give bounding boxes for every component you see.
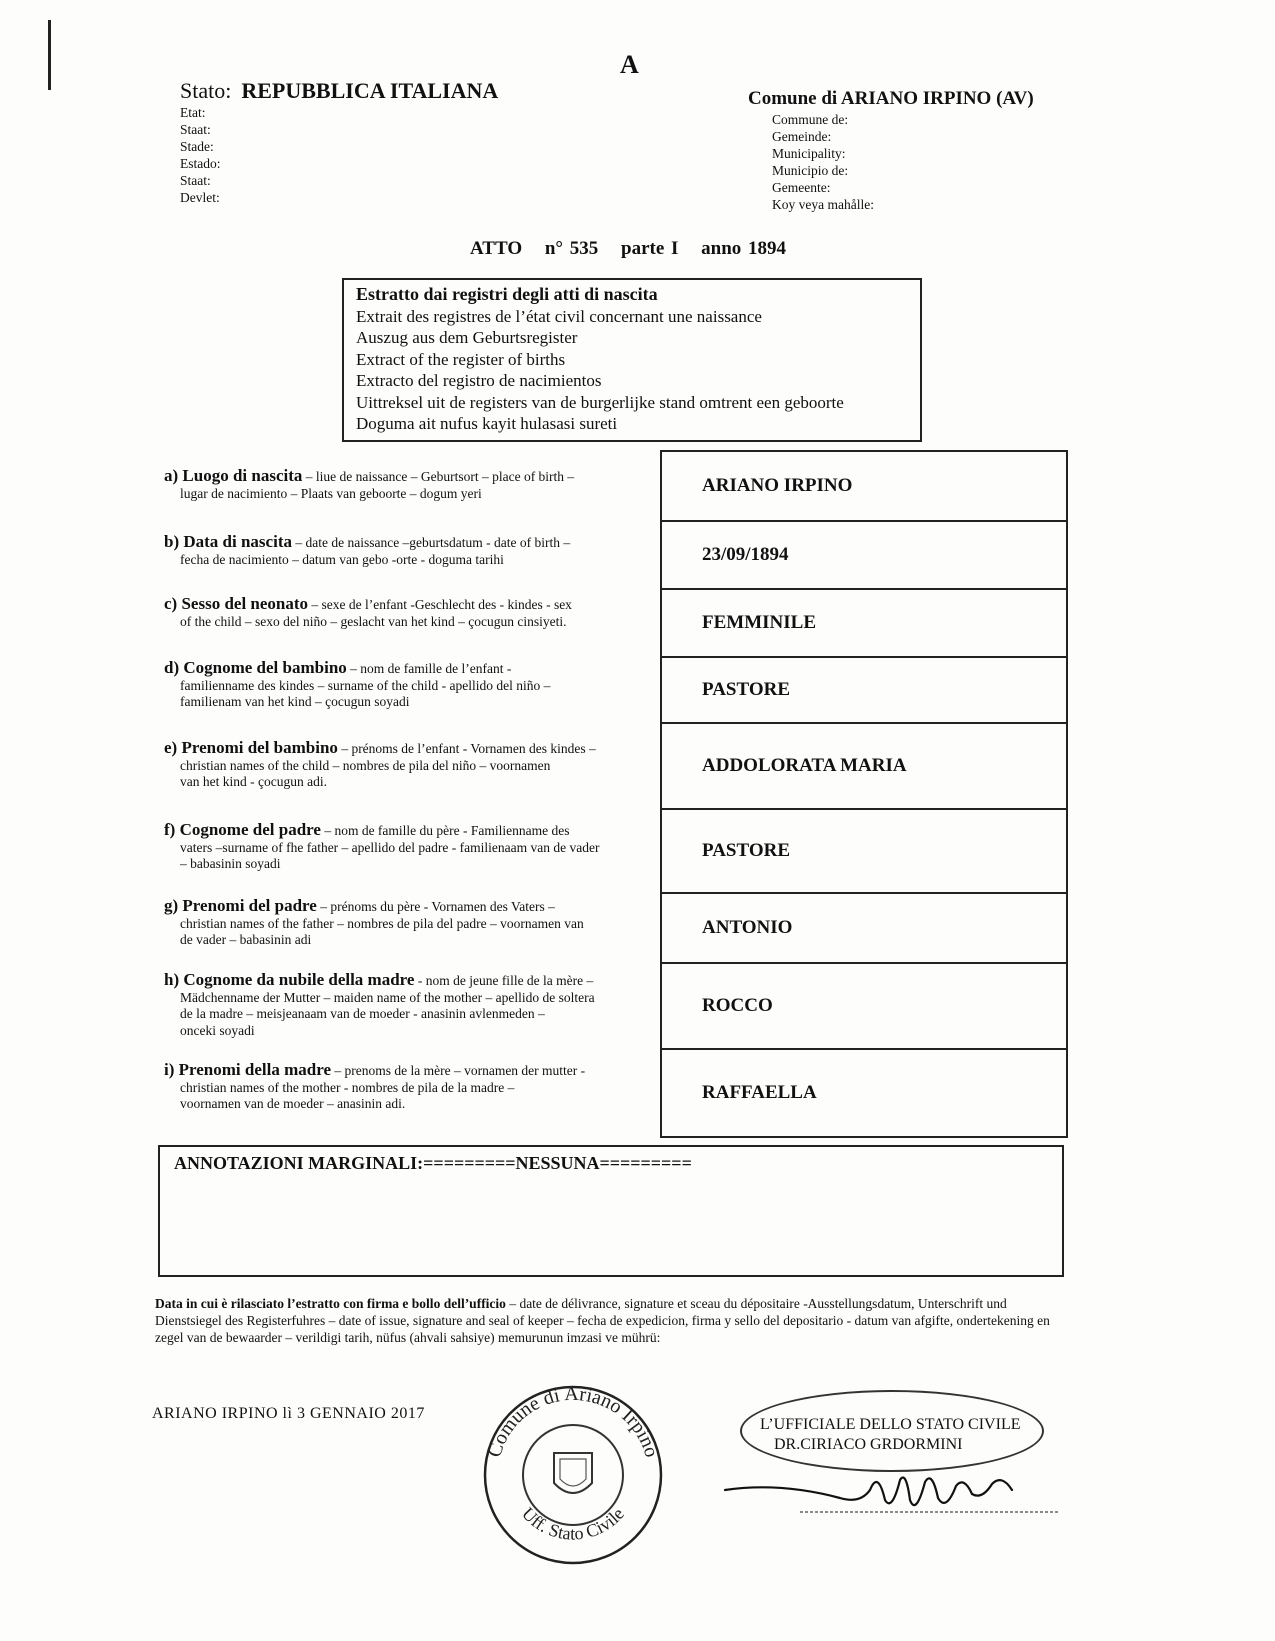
stato-value: REPUBBLICA ITALIANA xyxy=(241,78,499,103)
atto-anno: anno 1894 xyxy=(701,238,787,259)
field-label-sex: c) Sesso del neonato – sexe de l’enfant -Geschlecht des - kindes - sex of the child – sexo del niño – geslacht van het kind – çocugun cinsiyeti. xyxy=(164,594,572,629)
official-seal xyxy=(468,1375,678,1570)
seal-bottom-text: Uff. Stato Civile xyxy=(517,1503,628,1544)
stato-lang: Devlet: xyxy=(180,190,220,205)
comune-lang: Gemeente: xyxy=(772,180,831,195)
atto-label: ATTO xyxy=(470,238,523,259)
comune-lang: Commune de: xyxy=(772,112,849,127)
field-label-father-names: g) Prenomi del padre – prénoms du père - Vornamen des Vaters – christian names of the father – nombres de pila del padre – voornamen van de vader – babasinin adi xyxy=(164,896,584,947)
stato-lang: Staat: xyxy=(180,122,211,137)
field-label-child-surname: d) Cognome del bambino – nom de famille de l’enfant - familienname des kindes – surname of the child - apellido del niño – familienam van het kind – çocugun soyadi xyxy=(164,658,551,709)
seal-graphic xyxy=(468,1375,678,1565)
official-block xyxy=(760,1415,1020,1455)
stato-lang: Estado: xyxy=(180,156,221,171)
extract-title: Extrait des registres de l’état civil concernant une naissance xyxy=(356,306,762,326)
stato-lang: Etat: xyxy=(180,105,206,120)
official-title: L’UFFICIALE DELLO STATO CIVILE xyxy=(760,1416,1021,1433)
extract-title: Uittreksel uit de registers van de burgerlijke stand omtrent een geboorte xyxy=(356,392,844,412)
stato-lang: Staat: xyxy=(180,173,211,188)
atto-parte: parte I xyxy=(621,238,679,259)
margin-line xyxy=(48,20,51,90)
value-father-names: ANTONIO xyxy=(662,894,1066,964)
comune-title: Comune di ARIANO IRPINO (AV) xyxy=(748,88,1034,109)
value-child-names: ADDOLORATA MARIA xyxy=(662,724,1066,810)
extract-title: Doguma ait nufus kayit hulasasi sureti xyxy=(356,414,618,433)
stato-line xyxy=(180,78,498,104)
delivery-rest: – date de délivrance, signature et sceau du dépositaire -Ausstellungsdatum, Unterschrift und Dienstsiegel des Registerfuhres – date of issue, signature and seal of keeper – fecha de expedicion, firma y sello del depositario - datum van afgifte, ondertekening en zegel van de bewaarder – verildigi tarih, nüfus (ahvali sahsiye) memurunun imzasi ve mührü: xyxy=(155,1296,1050,1345)
extract-title: Extracto del registro de nacimientos xyxy=(356,371,602,390)
field-label-mother-names: i) Prenomi della madre – prenoms de la mère – vornamen der mutter - christian names of the mother - nombres de pila de la madre – voornamen van de moeder – anasinin adi. xyxy=(164,1060,586,1111)
field-label-father-surname: f) Cognome del padre – nom de famille du père - Familienname des vaters –surname of fhe father – apellido del padre - familienaam van de vader – babasinin soyadi xyxy=(164,820,600,871)
place-date: ARIANO IRPINO lì 3 GENNAIO 2017 xyxy=(152,1405,425,1422)
annotations-box xyxy=(158,1145,1064,1277)
values-table xyxy=(660,450,1068,1138)
atto-line xyxy=(470,238,802,260)
field-label-birthplace: a) Luogo di nascita – liue de naissance – Geburtsort – place of birth – lugar de nacimiento – Plaats van geboorte – dogum yeri xyxy=(164,466,575,501)
value-birthplace: ARIANO IRPINO xyxy=(662,452,1066,522)
atto-number: n° 535 xyxy=(544,238,599,259)
stato-label: Stato: xyxy=(180,78,232,103)
official-name: DR.CIRIACO GRDORMINI xyxy=(774,1436,963,1453)
delivery-statement xyxy=(155,1295,1075,1346)
comune-lang: Municipio de: xyxy=(772,163,849,178)
field-label-mother-maiden-name: h) Cognome da nubile della madre - nom de jeune fille de la mère – Mädchenname der Mutter – maiden name of the mother – apellido de soltera de la madre – meisjeanaam van de moeder - anasinin avlenmeden – onceki soyadi xyxy=(164,970,595,1038)
field-label-child-names: e) Prenomi del bambino – prénoms de l’enfant - Vornamen des kindes – christian names of the child – nombres de pila del niño – voornamen van het kind - çocugun adi. xyxy=(164,738,596,789)
value-birthdate: 23/09/1894 xyxy=(662,522,1066,590)
delivery-bold: Data in cui è rilasciato l’estratto con firma e bollo dell’ufficio xyxy=(155,1296,506,1311)
seal-top-text: Comune di Ariano Irpino xyxy=(483,1382,663,1460)
value-mother-maiden-name: ROCCO xyxy=(662,964,1066,1050)
stato-lang: Stade: xyxy=(180,139,214,154)
comune-lang: Municipality: xyxy=(772,146,846,161)
comune-lang-list xyxy=(772,111,874,213)
extract-title: Extract of the register of births xyxy=(356,349,566,369)
value-sex: FEMMINILE xyxy=(662,590,1066,658)
svg-text:Comune di Ariano Irpino xyxy=(483,1383,662,1460)
annotations-text: ANNOTAZIONI MARGINALI:=========NESSUNA========= xyxy=(174,1153,692,1173)
extract-title: Auszug aus dem Geburtsregister xyxy=(356,328,578,347)
value-father-surname: PASTORE xyxy=(662,810,1066,894)
form-letter: A xyxy=(620,50,639,79)
extract-title: Estratto dai registri degli atti di nascita xyxy=(356,284,658,304)
value-child-surname: PASTORE xyxy=(662,658,1066,724)
svg-text:Uff. Stato Civile xyxy=(518,1503,628,1543)
signature xyxy=(720,1460,1060,1525)
signature-graphic xyxy=(720,1460,1060,1520)
stato-lang-list xyxy=(180,104,221,206)
extract-title-box xyxy=(342,278,922,442)
value-mother-names: RAFFAELLA xyxy=(702,1082,817,1103)
comune-lang: Koy veya mahålle: xyxy=(772,197,874,212)
field-label-birthdate: b) Data di nascita – date de naissance –geburtsdatum - date of birth – fecha de nacimiento – datum van gebo -orte - doguma tarihi xyxy=(164,532,571,567)
comune-lang: Gemeinde: xyxy=(772,129,832,144)
